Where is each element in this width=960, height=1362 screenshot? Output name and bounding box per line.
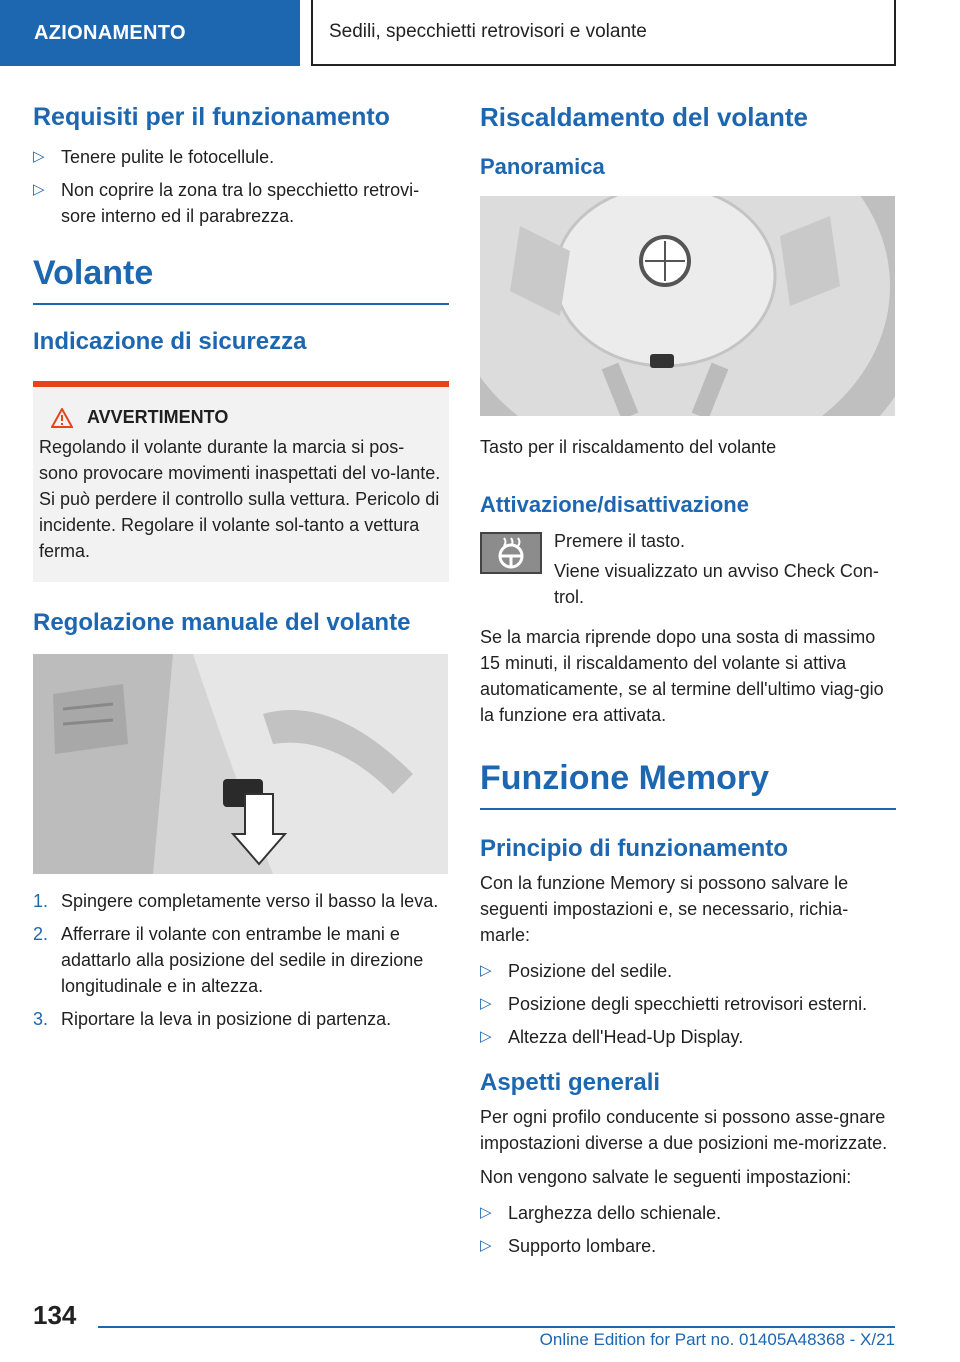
activation-heading: Attivazione/disattivazione	[480, 492, 749, 517]
not-saved-list	[480, 1200, 896, 1259]
lever-illustration	[33, 654, 448, 874]
warning-text: Regolando il volante durante la marcia si pos-sono provocare movimenti inaspettati del vo-lante. Si può perdere il controllo sulla vettura. Pericolo di incidente. Regolare il volante sol-tanto a vettura ferma.	[39, 437, 441, 561]
triangle-right-icon: ▷	[480, 1204, 492, 1221]
triangle-right-icon: ▷	[480, 995, 492, 1012]
safety-heading: Indicazione di sicurezza	[33, 328, 307, 355]
requirements-heading: Requisiti per il funzionamento	[33, 103, 390, 131]
warning-title: AVVERTIMENTO	[39, 407, 441, 428]
steering-heat-button[interactable]	[480, 532, 542, 574]
right-column	[480, 100, 896, 1266]
left-column	[33, 100, 449, 1039]
manual-adjust-heading: Regolazione manuale del volante	[33, 609, 411, 636]
general-heading: Aspetti generali	[480, 1069, 661, 1096]
triangle-right-icon: ▷	[480, 962, 492, 979]
overview-heading: Panoramica	[480, 154, 605, 179]
page-header	[0, 0, 960, 66]
check-control-text: Viene visualizzato un avviso Check Con-trol.	[554, 561, 879, 607]
resume-text: Se la marcia riprende dopo una sosta di massimo 15 minuti, il riscaldamento del volante si attiva automaticamente, se al termine dell'ultimo viag-gio la funzione era attivata.	[480, 627, 884, 725]
page-number: 134	[33, 1300, 77, 1330]
list-item: ▷ Tenere pulite le fotocellule.	[33, 144, 449, 170]
list-item: 3. Riportare la leva in posizione di partenza.	[33, 1009, 392, 1029]
memory-heading: Funzione Memory	[480, 756, 896, 810]
steering-wheel-image	[480, 196, 895, 416]
general-text: Per ogni profilo conducente si possono asse-gnare impostazioni diverse a due posizioni me-morizzate.	[480, 1107, 888, 1153]
list-item: ▷ Larghezza dello schienale.	[480, 1200, 896, 1226]
steering-heat-icon	[482, 534, 540, 572]
requirements-list	[33, 144, 449, 229]
steering-column-image	[33, 654, 448, 874]
list-item: ▷ Non coprire la zona tra lo specchietto retrovi-sore interno ed il parabrezza.	[33, 177, 449, 229]
page-footer	[0, 1300, 960, 1362]
steering-wheel-illustration	[480, 196, 895, 416]
warning-box	[33, 381, 449, 582]
activation-row	[480, 528, 896, 610]
heating-caption: Tasto per il riscaldamento del volante	[480, 437, 777, 457]
list-item: 2. Afferrare il volante con entrambe le mani e adattarlo alla posizione del sedile in direzione longitudinale e in altezza.	[33, 924, 424, 996]
list-item: ▷ Altezza dell'Head-Up Display.	[480, 1024, 896, 1050]
memory-list	[480, 958, 896, 1050]
edition-text: Online Edition for Part no. 01405A48368 - X/21	[539, 1330, 895, 1349]
heating-heading: Riscaldamento del volante	[480, 102, 808, 132]
steering-wheel-heading: Volante	[33, 251, 449, 305]
footer-divider	[98, 1326, 895, 1328]
list-item: ▷ Posizione degli specchietti retrovisori esterni.	[480, 991, 896, 1017]
principle-heading: Principio di funzionamento	[480, 835, 788, 862]
triangle-right-icon: ▷	[33, 181, 45, 198]
not-saved-text: Non vengono salvate le seguenti impostazioni:	[480, 1167, 852, 1187]
warning-triangle-icon	[51, 408, 73, 428]
chapter-title: Sedili, specchietti retrovisori e volante	[311, 0, 896, 66]
triangle-right-icon: ▷	[480, 1028, 492, 1045]
press-key-text: Premere il tasto.	[554, 531, 686, 551]
list-item: ▷ Supporto lombare.	[480, 1233, 896, 1259]
steps-list	[33, 888, 449, 1032]
triangle-right-icon: ▷	[33, 148, 45, 165]
principle-text: Con la funzione Memory si possono salvare le seguenti impostazioni e, se necessario, richia-marle:	[480, 873, 849, 945]
list-item: 1. Spingere completamente verso il basso la leva.	[33, 891, 439, 911]
section-tab: AZIONAMENTO	[0, 0, 300, 66]
triangle-right-icon: ▷	[480, 1237, 492, 1254]
list-item: ▷ Posizione del sedile.	[480, 958, 896, 984]
